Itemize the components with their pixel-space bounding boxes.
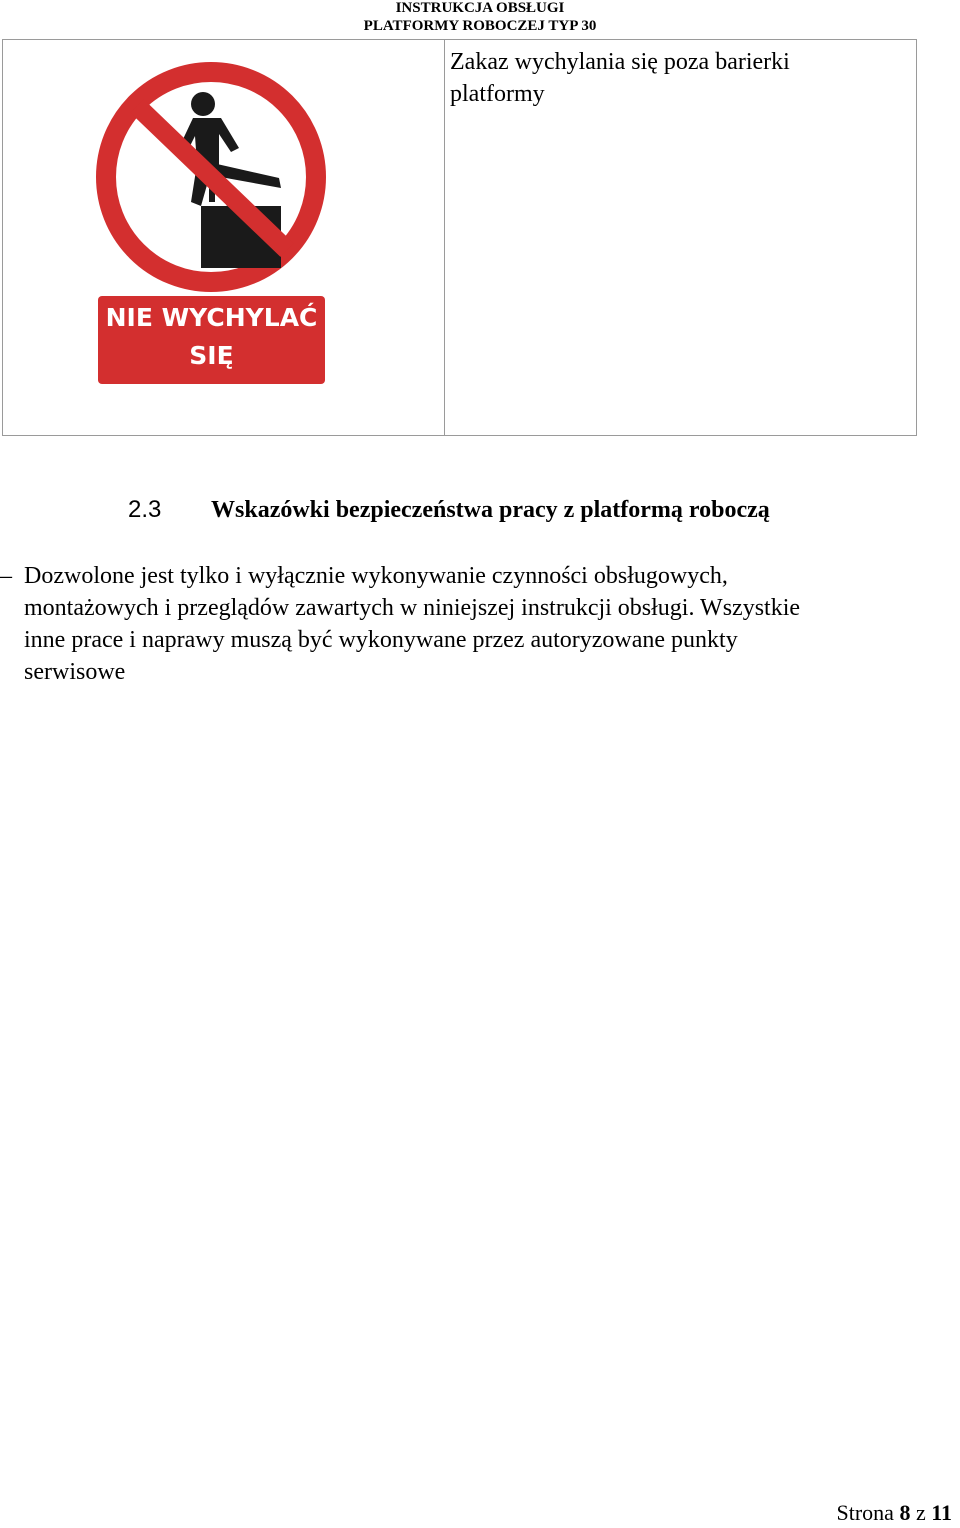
bullet-line: Dozwolone jest tylko i wyłącznie wykonywanie czynności obsługowych, xyxy=(24,563,728,589)
footer-page-number: 8 xyxy=(899,1500,911,1525)
no-leaning-prohibition-icon xyxy=(89,60,334,300)
document-header-line2: PLATFORMY ROBOCZEJ TYP 30 xyxy=(363,18,597,34)
sign-text-plate xyxy=(98,296,325,384)
footer-label: Strona xyxy=(836,1500,894,1525)
section-title: Wskazówki bezpieczeństwa pracy z platformą roboczą xyxy=(211,497,770,523)
document-header-line1: INSTRUKCJA OBSŁUGI xyxy=(395,0,565,16)
sign-plate-line2: SIĘ xyxy=(189,341,234,370)
bullet-text xyxy=(24,560,944,688)
bullet-line: montażowych i przeglądów zawartych w niniejszej instrukcji obsługi. Wszystkie xyxy=(24,595,801,621)
sign-caption xyxy=(450,46,890,110)
bullet-line: inne prace i naprawy muszą być wykonywane przez autoryzowane punkty xyxy=(24,627,738,653)
sign-caption-line2: platformy xyxy=(450,81,545,107)
sign-caption-line1: Zakaz wychylania się poza barierki xyxy=(450,49,790,75)
footer-page-total: 11 xyxy=(931,1500,952,1525)
table-divider xyxy=(444,40,445,435)
footer-separator: z xyxy=(915,1500,926,1525)
bullet-dash: – xyxy=(0,563,12,589)
sign-plate-line1: NIE WYCHYLAĆ xyxy=(105,303,318,332)
bullet-line: serwisowe xyxy=(24,659,126,685)
section-number: 2.3 xyxy=(128,496,162,523)
